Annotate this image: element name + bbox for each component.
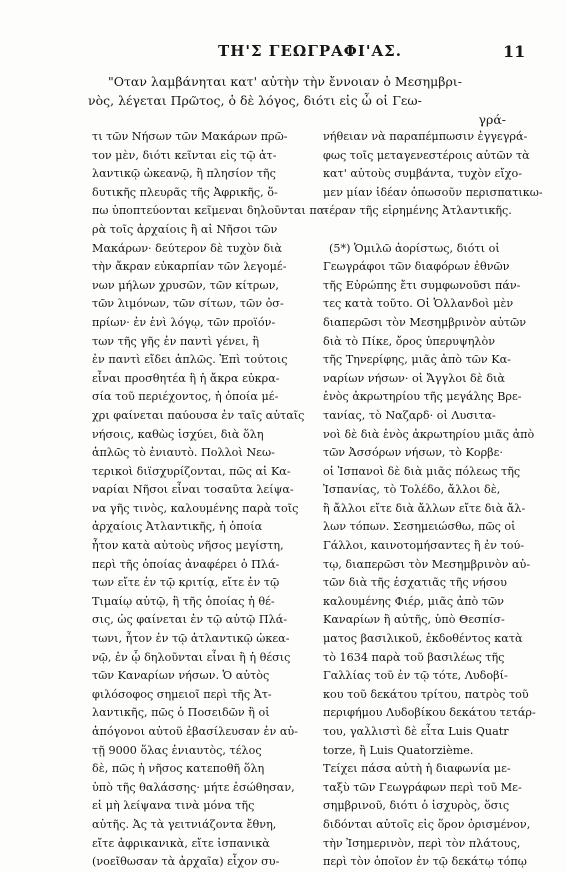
page-number: 11 <box>503 42 526 61</box>
text-line: φιλόσοφος σημειοῖ περὶ τῆς Ἀτ- <box>92 687 272 701</box>
text-line: Ἰσπανίας, τὸ Τολέδο, ἄλλοι δὲ, <box>323 483 501 497</box>
text-line: φως τοῖς μεταγενεστέροις αὐτῶν τὰ <box>323 148 530 162</box>
text-line: αὐτῆς. Ἀς τὰ γειτνιάζοντα ἔθνη, <box>92 817 277 831</box>
text-line: τῇ 9000 ὅλας ἐνιαυτὸς, τέλος <box>92 743 262 757</box>
text-line: (5*) Ὁμιλῶ ἀορίστως, διότι οἱ <box>329 241 500 255</box>
text-line: ρὰ τοῖς ἀρχαίοις ἢ αἱ Νῆσοι τῶν <box>92 222 278 236</box>
text-line: τανίας, τὸ Ναζαρδ· οἱ Λυσιτα- <box>323 408 496 422</box>
text-line: διὰ τὸ Πίκε, ὄρος ὑπερυψηλὸν <box>323 334 496 348</box>
text-line: σις, ὡς φαίνεται ἐν τῷ αὐτῷ Πλά- <box>92 613 288 627</box>
text-line: περιφήμου Λυδοβίκου δεκάτου τετάρ- <box>323 706 536 720</box>
text-line: ναρίων νήσων· οἱ Ἄγγλοι δὲ διὰ <box>323 371 505 385</box>
running-title: ΤΗ'Σ ΓΕΩΓΡΑΦΙ'ΑΣ. <box>218 42 402 60</box>
text-line: λων τόπων. Σεσημειώσθω, πῶς οἱ <box>323 520 516 534</box>
text-line: ἢ ἄλλοι εἴτε διὰ ἄλλων εἴτε διὰ ἄλ- <box>323 501 526 515</box>
text-line: καλουμένης Φιέρ, μιᾶς ἀπὸ τῶν <box>323 594 504 608</box>
intro-paragraph <box>88 72 506 129</box>
text-line: νων μήλων χρυσῶν, τῶν κίτρων, <box>92 278 279 292</box>
text-line: νὸς, λέγεται Πρῶτος, ὁ δὲ λόγος, διότι εἰς ὦ οἱ Γεω- <box>88 93 422 108</box>
text-line: νῷ, ἐν ᾧ δηλοῦνται εἶναι ἢ ἡ θέσις <box>92 650 291 664</box>
text-line: τῳ, διαπερῶσι τὸν Μεσημβρινὸν αὐ- <box>323 557 531 571</box>
text-line: περὶ τῆς ὁποίας ἀναφέρει ὁ Πλά- <box>92 557 280 571</box>
text-line: δυτικῆς πλευρᾶς τῆς Ἀφρικῆς, ὅ- <box>92 185 278 199</box>
text-line: ἐν παντὶ εἴδει ἁπλῶς. Ἐπὶ τούτοις <box>92 353 288 367</box>
text-line: ἦτον κατὰ αὐτοὺς νῆσος μεγίστη, <box>92 539 284 553</box>
text-line: περὶ τὸν ὁποῖον ἐν τῷ δεκάτῳ τόπῳ <box>323 855 527 869</box>
text-line: πω ὑποπτεύονται κεῖμεναι δηλοῦνται πα- <box>92 204 329 218</box>
text-line: τῆς Τηνερίφης, μιᾶς ἀπὸ τῶν Κα- <box>323 353 511 367</box>
text-line: των εἴτε ἐν τῷ κριτίᾳ, εἴτε ἐν τῷ <box>92 576 280 590</box>
text-line: τερικοὶ διϊσχυρίζονται, πῶς αἱ Κα- <box>92 464 291 478</box>
text-line: Τείχει πάσα αὐτὴ ἡ διαφωνία με- <box>323 762 511 776</box>
text-line: Καναρίων ἢ αὐτῆς, ὑπὸ Θεσπίσ- <box>323 613 505 627</box>
text-line: δὲ, πῶς ἡ νῆσος κατεποθῆ ὅλη <box>92 762 265 776</box>
text-line: (νοεῖθωσαν τὰ ἀρχαῖα) εἶχον συ- <box>92 855 280 869</box>
text-line: τὴν ἄκραν εὐκαρπίαν τῶν λεγομέ- <box>92 260 287 274</box>
text-line: λαντικῆς, πῶς ὁ Ποσειδῶν ἢ οἱ <box>92 706 270 720</box>
text-line: ἀπόγονοι αὐτοῦ ἐβασίλευσαν ἐν αὐ- <box>92 725 298 738</box>
left-column <box>92 128 329 872</box>
text-line: νήθειαν νὰ παραπέμπωσιν ἐγγεγρά- <box>323 130 528 143</box>
text-line: ταξὺ τῶν Γεωγράφων περὶ τοῦ Με- <box>323 780 522 794</box>
text-line: τωνι, ἦτον ἐν τῷ ἀτλαντικῷ ὠκεα- <box>92 632 290 646</box>
text-line: του, γαλλιστὶ δὲ εἶτα Luis Quatr <box>323 725 509 738</box>
text-line: τῶν Καναρίων νήσων. Ὁ αὐτὸς <box>92 669 270 683</box>
text-line: ναρίαι Νῆσοι εἶναι τοσαῦτα λείψα- <box>92 483 294 497</box>
text-line: ὑπὸ τῆς θαλάσσης· μήτε ἐσώθησαν, <box>92 780 295 794</box>
text-line: τι τῶν Νήσων τῶν Μακάρων πρῶ- <box>92 130 288 143</box>
text-line: εἴτε ἀφρικανικὰ, εἴτε ἰσπανικὰ <box>92 836 270 850</box>
text-line: τῶν Ἀσσόρων νήσων, τὸ Κορβε· <box>323 446 503 460</box>
text-line: Γάλλοι, καινοτομήσαντες ἢ ἐν τού- <box>323 539 525 553</box>
text-line: Μακάρων· δεύτερον δὲ τυχὸν διὰ <box>92 241 282 255</box>
text-line: γρά- <box>478 112 506 127</box>
text-line: των τῆς γῆς ἐν παντὶ γένει, ἢ <box>92 334 260 348</box>
text-line: "Οταν λαμβάνηται κατ' αὐτὴν τὴν ἔννοιαν ὁ Μεσημβρι- <box>108 74 462 89</box>
text-line: νήσοις, καθὼς ἰσχύει, διὰ ὅλη <box>92 427 264 441</box>
text-line: τὸ 1634 παρὰ τοῦ βασιλέως τῆς <box>323 650 505 664</box>
text-line: Τιμαίῳ αὐτῷ, ἢ τῆς ὁποίας ἡ θέ- <box>92 594 275 608</box>
text-line: ἀρχαίοις Ἀτλαντικῆς, ἡ ὁποία <box>92 520 263 534</box>
text-line: πρίων· ἐν ἑνὶ λόγῳ, τῶν προϊόν- <box>92 315 276 329</box>
text-line: σημβρινοῦ, διότι ὁ ἰσχυρὸς, ὅσις <box>323 799 510 813</box>
text-line: τὴν Ἰσημερινὸν, περὶ τὸν πλάτους, <box>323 836 521 850</box>
text-line: νοὶ δὲ διὰ ἑνὸς ἀκρωτηρίου μιᾶς ἀπὸ <box>323 427 535 441</box>
text-line: τες κατὰ τοῦτο. Οἱ Ὁλλανδοὶ μὲν <box>323 297 514 311</box>
text-line: σία τοῦ περιέχοντος, ἡ ὁποία μέ- <box>92 390 279 404</box>
text-line: τῶν λιμόνων, τῶν σίτων, τῶν ὀσ- <box>92 297 284 311</box>
text-line: τέραν τῆς εἰρημένης Ἀτλαντικῆς. <box>323 204 512 218</box>
text-line: ἁπλῶς τὸ ἐνιαυτὸ. Πολλοὶ Νεω- <box>92 446 275 460</box>
text-line: τῶν διὰ τῆς ἐσχατιᾶς τῆς νήσου <box>323 576 507 590</box>
text-line: μεν μίαν ἰδέαν ὁπωσοῦν περισπατικω- <box>323 185 543 199</box>
text-line: Γεωγράφοι τῶν διαφόρων ἐθνῶν <box>323 260 510 274</box>
text-line: torze, ἢ Luis Quatorzième. <box>323 743 474 757</box>
text-line: διαπερῶσι τὸν Μεσημβρινὸν αὐτῶν <box>323 315 527 329</box>
text-line: τῆς Εὐρώπης ἔτι συμφωνοῦσι πάν- <box>323 278 521 292</box>
text-line: Γαλλίας τοῦ ἐν τῷ τότε, Λυδοβί- <box>323 669 508 683</box>
text-line: εἶναι προσθητέα ἢ ἡ ἄκρα εὐκρα- <box>92 371 280 385</box>
text-line: ἑνὸς ἀκρωτηρίου τῆς μεγάλης Βρε- <box>323 390 522 404</box>
right-column <box>323 128 543 872</box>
text-line: οἱ Ἰσπανοὶ δὲ διὰ μιᾶς πόλεως τῆς <box>323 464 521 478</box>
text-line: τον μὲν, διότι κεῖνται εἰς τῷ ἀτ- <box>92 148 277 162</box>
text-line <box>323 221 523 240</box>
text-line: εἰ μὴ λείψανα τινὰ μόνα τῆς <box>92 799 255 813</box>
text-line: κου τοῦ δεκάτου τρίτου, πατρὸς τοῦ <box>323 687 529 701</box>
text-line: λαντικῷ ὠκεανῷ, ἢ πλησίον τῆς <box>92 167 276 181</box>
text-line: χρι φαίνεται παύουσα ἐν ταῖς αὐταῖς <box>92 408 305 422</box>
text-line: κατ' αὐτοὺς συμβάντα, τυχὸν εἴχο- <box>323 167 522 181</box>
text-line: διδόνται αὐτοῖς εἰς ὅρον ὁρισμένον, <box>323 817 531 831</box>
text-line: ματος βασιλικοῦ, ἐκδοθέντος κατὰ <box>323 632 523 646</box>
text-line: να γῆς τινὸς, καλουμένης παρὰ τοῖς <box>92 501 299 515</box>
